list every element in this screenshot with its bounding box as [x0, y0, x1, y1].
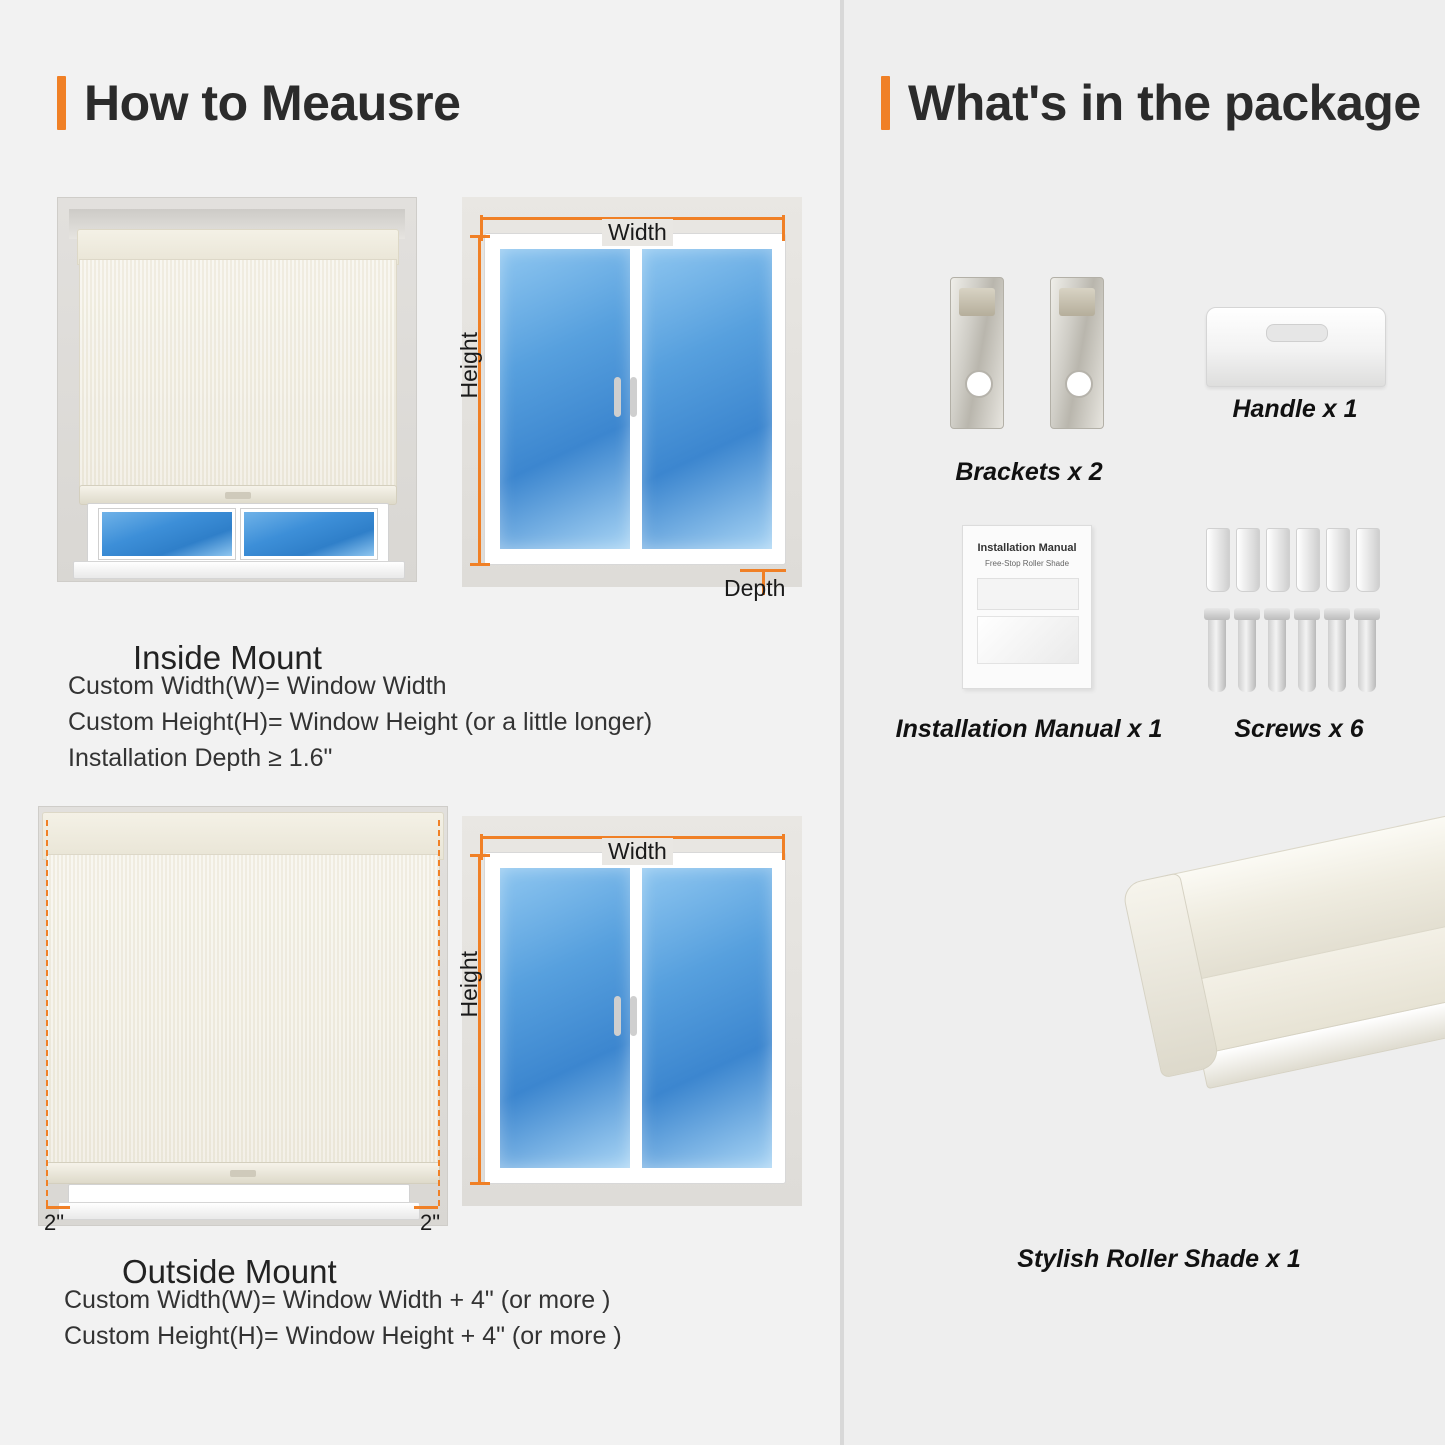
- shade-bottom-bar: [46, 1162, 440, 1184]
- how-to-measure-heading: [57, 74, 460, 132]
- height-tick-bottom: [470, 1182, 490, 1185]
- width-label: Width: [602, 838, 673, 865]
- handle-icon: [1206, 307, 1386, 387]
- bracket-icon: [950, 277, 1004, 429]
- inside-mount-spec-2: Custom Height(H)= Window Height (or a little longer): [68, 708, 653, 736]
- accent-bar-icon: [57, 76, 66, 130]
- window-pane-right: [241, 509, 377, 559]
- manual-cover-image: [977, 616, 1079, 664]
- inside-mount-measure-illustration: [456, 197, 802, 601]
- shade-bottom-bar: [79, 485, 397, 505]
- screw-icon: [1208, 608, 1226, 692]
- manual-cover-title: Installation Manual: [977, 542, 1077, 554]
- outside-mount-shade-illustration: [38, 806, 448, 1235]
- width-label: Width: [602, 219, 673, 246]
- manual-cover-subtitle: Free-Stop Roller Shade: [984, 559, 1070, 568]
- window-sill: [58, 1202, 420, 1220]
- accent-bar-icon: [881, 76, 890, 130]
- package-heading: [881, 74, 1421, 132]
- outside-mount-spec-2: Custom Height(H)= Window Height + 4" (or more ): [64, 1322, 622, 1350]
- manual-icon: [962, 525, 1092, 689]
- wall-anchor-icon: [1266, 528, 1290, 592]
- manual-caption: Installation Manual x 1: [895, 715, 1163, 743]
- shade-fabric: [46, 854, 440, 1168]
- window-handle-right: [630, 377, 637, 417]
- package-title: What's in the package: [908, 75, 1421, 131]
- window-handle-left: [614, 996, 621, 1036]
- outside-mount-spec-1: Custom Width(W)= Window Width + 4" (or more ): [64, 1286, 611, 1314]
- wall-anchor-icon: [1326, 528, 1350, 592]
- depth-label: Depth: [724, 575, 786, 601]
- overhang-left-label: 2": [44, 1210, 65, 1235]
- inside-mount-shade-illustration: [57, 197, 417, 582]
- manual-cover-box: [977, 578, 1079, 610]
- height-rule: [478, 854, 481, 1184]
- height-tick-bottom: [470, 563, 490, 566]
- roller-shade-caption: Stylish Roller Shade x 1: [1017, 1245, 1301, 1273]
- height-tick-top: [470, 854, 490, 857]
- window-sill: [73, 561, 405, 579]
- height-rule: [478, 235, 481, 565]
- depth-tick: [740, 569, 786, 572]
- wall-anchor-icon: [1356, 528, 1380, 592]
- shade-valance: [42, 812, 444, 860]
- wall-anchor-icon: [1296, 528, 1320, 592]
- bracket-icon: [1050, 277, 1104, 429]
- screw-icon: [1268, 608, 1286, 692]
- shade-fabric: [79, 259, 397, 491]
- wall-anchor-icon: [1206, 528, 1230, 592]
- screw-icon: [1238, 608, 1256, 692]
- screws-caption: Screws x 6: [1234, 715, 1364, 743]
- outside-mount-title: Outside Mount: [122, 1253, 337, 1291]
- inside-mount-spec-3: Installation Depth ≥ 1.6": [68, 744, 333, 772]
- overhang-right-label: 2": [420, 1210, 441, 1235]
- height-label: Height: [456, 332, 482, 399]
- inside-mount-title: Inside Mount: [133, 639, 322, 677]
- screw-icon: [1358, 608, 1376, 692]
- window-pane-left: [99, 509, 235, 559]
- handle-caption: Handle x 1: [1232, 395, 1358, 423]
- brackets-caption: Brackets x 2: [955, 458, 1103, 486]
- height-label: Height: [456, 951, 482, 1018]
- outside-mount-measure-illustration: [456, 816, 802, 1216]
- screw-icon: [1328, 608, 1346, 692]
- overhang-guide-left: [46, 820, 48, 1206]
- window-pane-right: [638, 245, 776, 553]
- wall-anchor-icon: [1236, 528, 1260, 592]
- window-handle-right: [630, 996, 637, 1036]
- window-handle-left: [614, 377, 621, 417]
- how-to-measure-title: How to Meausre: [84, 75, 461, 131]
- overhang-arrow-right: [414, 1206, 438, 1209]
- package-contents-panel: [844, 0, 1445, 1445]
- overhang-guide-right: [438, 820, 440, 1206]
- window-pane-right: [638, 864, 776, 1172]
- screw-icon: [1298, 608, 1316, 692]
- inside-mount-spec-1: Custom Width(W)= Window Width: [68, 672, 447, 700]
- overhang-arrow-left: [46, 1206, 70, 1209]
- height-tick-top: [470, 235, 490, 238]
